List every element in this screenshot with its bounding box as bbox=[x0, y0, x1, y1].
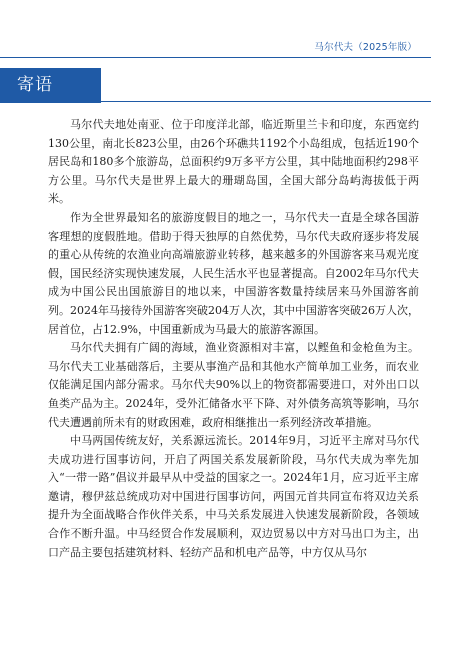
section-title-tab: 寄语 bbox=[0, 68, 101, 103]
paragraph-bilateral-relations: 中马两国传统友好，关系源远流长。2014年9月，习近平主席对马尔代夫成功进行国事访问，开启了两国关系发展新阶段，马尔代夫成为率先加入“一带一路”倡议并最早从中受益的国家之一。2024年1月，应习近平主席邀请，穆伊兹总统成功对中国进行国事访问，两国元首共同宣布将双边关系提升为全面战略合作伙伴关系，中马关系发展进入快速发展新阶段，各领域合作不断升温。中马经贸合作发展顺利，双边贸易以中方对马出口为主，出口产品主要包括建筑材料、轻纺产品和机电产品等，中方仅从马尔 bbox=[48, 434, 419, 559]
section-divider bbox=[101, 101, 431, 102]
paragraph-geography: 马尔代夫地处南亚、位于印度洋北部，临近斯里兰卡和印度，东西宽约130公里，南北长823公里，由26个环礁共1192个小岛组成，包括近190个居民岛和180多个旅游岛，总面积约9万多平方公里，其中陆地面积约298平方公里。马尔代夫是世界上最大的珊瑚岛国，全国大部分岛屿海拔低于两米。 bbox=[48, 118, 419, 206]
running-header-title: 马尔代夫（2025年版） bbox=[314, 42, 417, 53]
body-text bbox=[48, 116, 419, 562]
paragraph-economy: 马尔代夫拥有广阔的海域，渔业资源相对丰富，以鲣鱼和金枪鱼为主。马尔代夫工业基础落后，主要从事渔产品和其他水产简单加工业务，而农业仅能满足国内部分需求。马尔代夫90%以上的物资都需要进口，对外出口以鱼类产品为主。2024年，受外汇储备水平下降、对外债务高筑等影响，马尔代夫遭遇前所未有的财政困难，政府相继推出一系列经济改革措施。 bbox=[48, 341, 419, 429]
header-divider bbox=[0, 57, 431, 58]
paragraph-tourism: 作为全世界最知名的旅游度假目的地之一，马尔代夫一直是全球各国游客理想的度假胜地。借助于得天独厚的自然优势，马尔代夫政府逐步将发展的重心从传统的农渔业向高端旅游业转移，越来越多的外国游客来马观光度假，国民经济实现快速发展，人民生活水平也显著提高。自2002年马尔代夫成为中国公民出国旅游目的地以来，中国游客数量持续居来马外国游客前列。2024年马接待外国游客突破204万人次，其中中国游客突破26万人次，居首位，占12.9%，中国重新成为马最大的旅游客源国。 bbox=[48, 210, 419, 336]
